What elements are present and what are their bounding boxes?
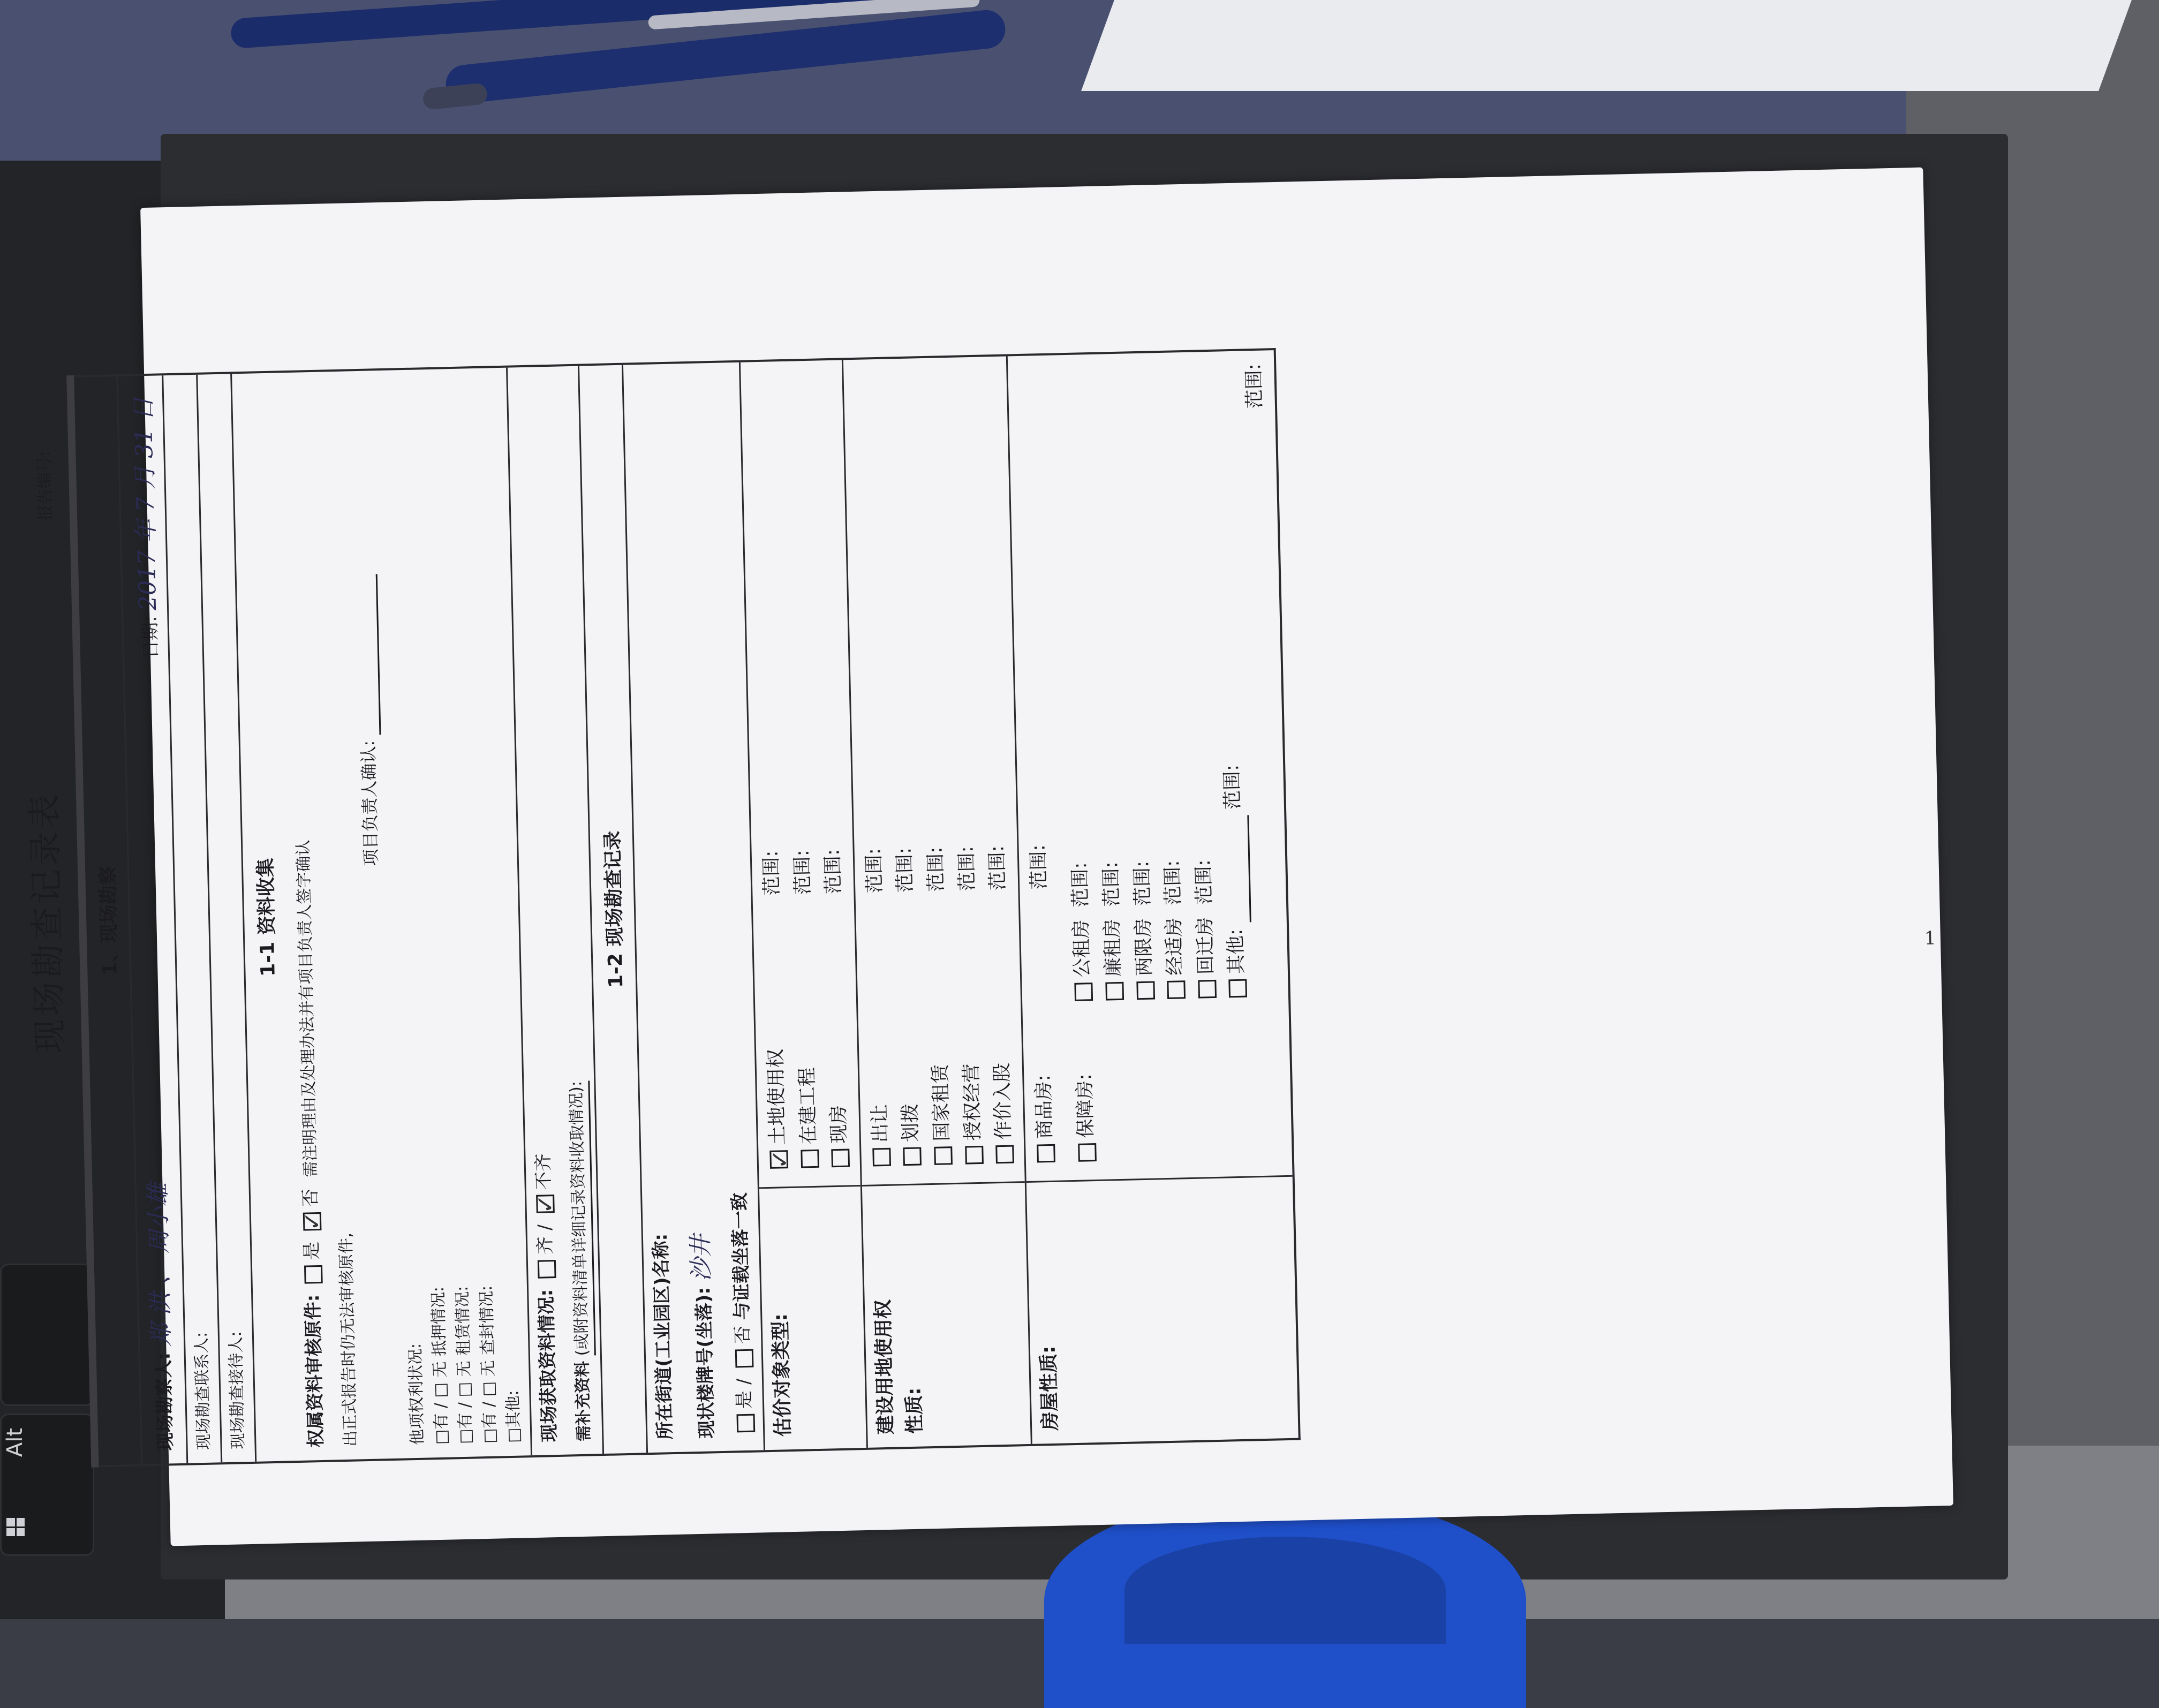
range-label: 范围: bbox=[760, 850, 783, 896]
option-label: 出让 bbox=[869, 1104, 892, 1143]
option-label: 现房 bbox=[827, 1105, 851, 1144]
authorized-operation-checkbox[interactable] bbox=[965, 1146, 984, 1165]
economic-house-checkbox[interactable] bbox=[1167, 980, 1186, 999]
building-label: 现状楼牌号(坐落): bbox=[693, 1287, 718, 1439]
audit-yes-checkbox[interactable] bbox=[304, 1265, 322, 1283]
obtain-label: 现场获取资料情况: bbox=[535, 1289, 561, 1442]
confirm-label: 项目负责人确认: bbox=[358, 740, 382, 867]
audit-label: 权属资料审核原件: bbox=[302, 1294, 327, 1448]
price-limited-checkbox[interactable] bbox=[1136, 981, 1155, 1000]
paper-sheet bbox=[25, 168, 1953, 1546]
inspector-label: 现场勘察人: bbox=[153, 1352, 177, 1452]
audit-note: 需注明理由及处理办法并有项目负责人签字确认 bbox=[293, 840, 321, 1177]
option-label: 划拨 bbox=[899, 1103, 923, 1143]
range-label: 范围: bbox=[1069, 862, 1092, 908]
construction-checkbox[interactable] bbox=[801, 1150, 819, 1168]
rights-item-seizure: □有 / □ 无 查封情况: bbox=[477, 1285, 500, 1444]
land-use-right-checkbox[interactable] bbox=[769, 1150, 788, 1169]
audit-no-checkbox[interactable] bbox=[303, 1212, 321, 1231]
date-field bbox=[124, 397, 164, 659]
windows-icon bbox=[6, 1518, 25, 1536]
option-label: 公租房 bbox=[1070, 919, 1094, 978]
contact-label: 现场勘查联系人: bbox=[192, 1332, 214, 1450]
date-label: 日期: bbox=[139, 616, 162, 659]
audit-yes-label: 是 bbox=[300, 1241, 323, 1260]
range-label: 范围: bbox=[791, 849, 814, 895]
existing-house-checkbox[interactable] bbox=[831, 1149, 850, 1168]
supplement-note: (或附资料清单详细记录资料收取情况): bbox=[564, 1080, 596, 1356]
mouse-highlight bbox=[1124, 1537, 1446, 1644]
land-use-row bbox=[843, 356, 1032, 1447]
other-rights-block bbox=[377, 368, 531, 1458]
range-label: 范围: bbox=[1130, 860, 1154, 906]
state-lease-checkbox[interactable] bbox=[934, 1146, 953, 1165]
option-label: 商品房: bbox=[1032, 1074, 1056, 1139]
section-1-1 bbox=[232, 368, 532, 1462]
option-label: 土地使用权 bbox=[765, 1048, 789, 1146]
option-label: 回迁房 bbox=[1194, 916, 1217, 975]
rights-item-other: □其他: bbox=[503, 1390, 524, 1444]
audit-note-2: 出正式报告时仍无法审核原件, bbox=[336, 1232, 360, 1447]
inspector-signature: 郑 洪 、 周小雄 bbox=[144, 1182, 176, 1347]
supplement-label: 需补充资料 bbox=[573, 1361, 594, 1442]
range-label: 范围: bbox=[924, 847, 948, 893]
relocation-house-checkbox[interactable] bbox=[1198, 980, 1217, 999]
land-use-label: 建设用地使用权 bbox=[872, 1299, 897, 1435]
range-label: 范围: bbox=[986, 845, 1009, 891]
range-label: 范围: bbox=[1192, 859, 1216, 905]
range-label: 范围: bbox=[821, 849, 845, 895]
section-1-1-title: 1-1 资料收集 bbox=[254, 857, 280, 977]
confirm-signature-line[interactable] bbox=[376, 574, 381, 735]
key-label: Alt bbox=[3, 1427, 28, 1457]
date-value: 2017 年 7 月 31 日 bbox=[130, 397, 162, 611]
background-paper bbox=[1081, 0, 2132, 91]
range-label: 范围: bbox=[1027, 844, 1051, 890]
building-handwritten: 沙井 bbox=[686, 1234, 715, 1282]
option-line bbox=[1054, 363, 1288, 1167]
obtain-partial-label: 不齐 bbox=[532, 1153, 555, 1190]
page-number: 1 bbox=[1924, 927, 1936, 949]
other-house-checkbox[interactable] bbox=[1229, 979, 1248, 998]
receiver-label: 现场勘查接待人: bbox=[226, 1331, 248, 1449]
public-rental-checkbox[interactable] bbox=[1075, 983, 1093, 1001]
allocation-checkbox[interactable] bbox=[903, 1147, 922, 1166]
form-title: 现场勘查记录表 bbox=[25, 790, 71, 1054]
street-label: 所在街道(工业园区)名称: bbox=[650, 1233, 676, 1440]
transfer-checkbox[interactable] bbox=[872, 1148, 891, 1167]
option-label: 廉租房 bbox=[1101, 918, 1125, 977]
option-label: 作价入股 bbox=[991, 1062, 1015, 1140]
valuation-type-label: 估价对象类型: bbox=[759, 1185, 866, 1450]
survey-form bbox=[7, 344, 1462, 1469]
range-label: 范围: bbox=[1100, 861, 1123, 907]
land-use-options bbox=[843, 356, 1025, 1184]
section-1-2-title: 1-2 现场勘查记录 bbox=[601, 830, 628, 988]
audit-no-label: 否 bbox=[299, 1188, 322, 1207]
consistency-label: 与证载坐落一致 bbox=[729, 1192, 753, 1320]
option-label: 两限房 bbox=[1132, 918, 1156, 977]
affordable-label: 保障房: bbox=[1074, 1073, 1098, 1138]
range-label: 范围: bbox=[1161, 860, 1185, 906]
house-nature-options bbox=[1008, 350, 1293, 1181]
option-label: 在建工程 bbox=[796, 1067, 820, 1145]
range-label: 范围: bbox=[893, 847, 917, 893]
rights-item-mortgage: □有 / □ 无 抵押情况: bbox=[428, 1286, 451, 1445]
obtain-row: 现场获取资料情况: 齐 / ✓不齐 需补充资料 (或附资料清单详细记录资料收取情况): bbox=[508, 366, 604, 1456]
option-label: 国家租赁 bbox=[929, 1064, 953, 1142]
other-rights-label: 他项权利状况: bbox=[406, 1343, 427, 1446]
option-label: 经适房 bbox=[1162, 917, 1187, 976]
option-label: 其他: bbox=[1225, 928, 1248, 974]
consistency-yes-checkbox[interactable] bbox=[736, 1414, 755, 1433]
capital-share-checkbox[interactable] bbox=[995, 1145, 1014, 1164]
consistency-yes-label: 是 bbox=[733, 1390, 756, 1409]
low-rent-checkbox[interactable] bbox=[1105, 982, 1124, 1001]
consistency-no-label: 否 bbox=[731, 1325, 754, 1344]
obtain-full-checkbox[interactable] bbox=[537, 1260, 556, 1279]
range-label: 范围: bbox=[1221, 764, 1244, 810]
range-label: 范围: bbox=[863, 848, 886, 894]
consistency-no-checkbox[interactable] bbox=[735, 1349, 753, 1368]
house-nature-row bbox=[1008, 350, 1299, 1444]
range-label: 范围: bbox=[1243, 363, 1266, 409]
report-number-label: 报告编号: bbox=[35, 450, 56, 521]
valuation-type-options bbox=[741, 360, 860, 1187]
affordable-house-checkbox[interactable] bbox=[1078, 1143, 1097, 1162]
land-use-label-block bbox=[862, 1181, 1031, 1448]
house-nature-label: 房屋性质: bbox=[1026, 1175, 1298, 1444]
obtain-partial-checkbox[interactable] bbox=[536, 1195, 555, 1214]
land-use-label-2: 性质: bbox=[903, 1387, 926, 1434]
form-table bbox=[74, 348, 1300, 1467]
section-1-title: 1、现场勘察 bbox=[96, 865, 122, 976]
commercial-house-checkbox[interactable] bbox=[1037, 1144, 1055, 1163]
obtain-full-label: 齐 bbox=[534, 1236, 556, 1255]
affordable-options bbox=[1054, 363, 1284, 1007]
street-row: 所在街道(工业园区)名称: 现状楼牌号(坐落): 沙井 是 / 否 与证载坐落一致 bbox=[623, 362, 765, 1453]
rights-item-lease: □有 / □ 无 租赁情况: bbox=[452, 1286, 475, 1445]
range-label: 范围: bbox=[955, 845, 978, 891]
option-label: 授权经营 bbox=[960, 1063, 984, 1141]
